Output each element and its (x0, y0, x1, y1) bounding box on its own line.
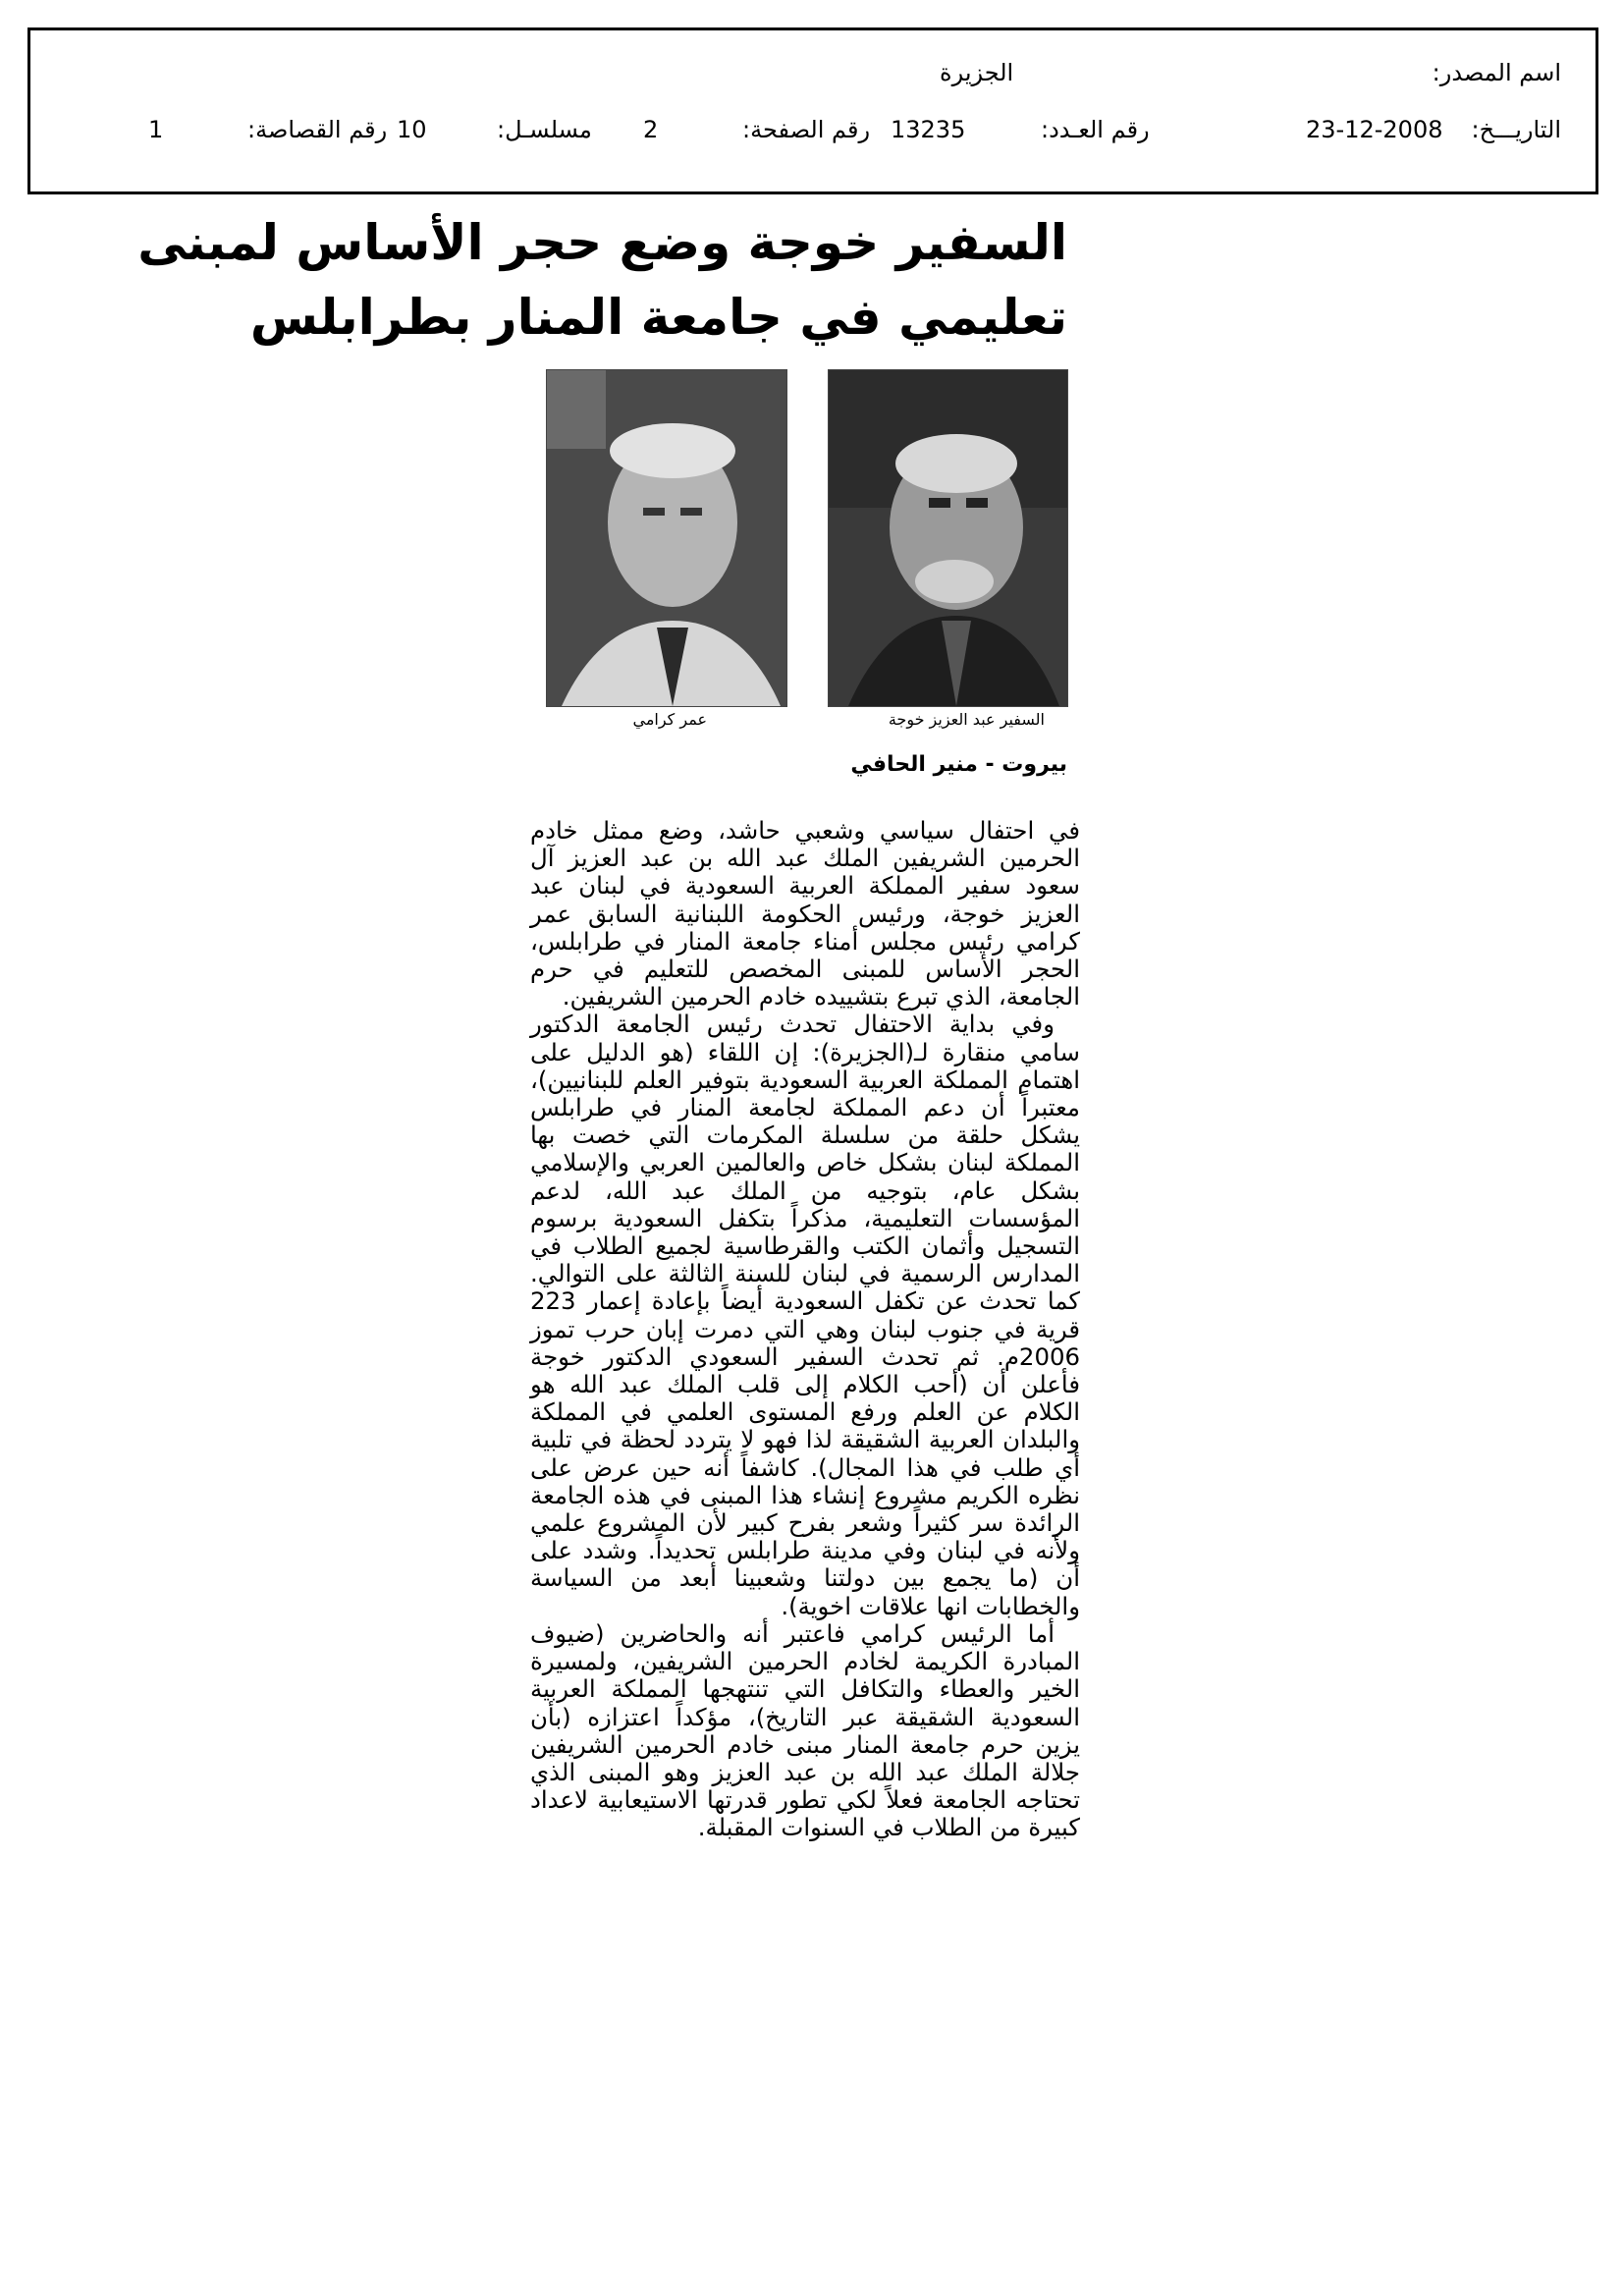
headline-line-1: السفير خوجة وضع حجر الأساس لمبنى (137, 214, 1067, 271)
header-box (27, 27, 1598, 194)
ambassador-photo (828, 369, 1068, 707)
article-body (530, 817, 1080, 1842)
serial-value: 10 (397, 116, 427, 143)
ambassador-caption: السفير عبد العزيز خوجة (888, 710, 1045, 729)
article-paragraph-3: أما الرئيس كرامي فاعتبر أنه والحاضرين (ضيوف المبادرة الكريمة لخادم الحرمين الشريفين، ولمسيرة الخير والعطاء والتكافل التي تنتهجها المملكة العربية السعودية الشقيقة عبر التاريخ)، مؤكداً اعتزازه (بأن يزين حرم جامعة المنار مبنى خادم الحرمين الشريفين جلالة الملك عبد الله بن عبد العزيز وهو المبنى الذي تحتاجه الجامعة فعلاً لكي تطور قدرتها الاستيعابية لاعداد كبيرة من الطلاب في السنوات المقبلة. (530, 1618, 1080, 1842)
issue-label: رقم العـدد: (1041, 116, 1150, 143)
article-paragraph-2: وفي بداية الاحتفال تحدث رئيس الجامعة الدكتور سامي منقارة لـ(الجزيرة): إن اللقاء (هو الدليل على اهتمام المملكة العربية السعودية بتوفير العلم للبنانيين)، معتبراً أن دعم المملكة لجامعة المنار في طرابلس يشكل حلقة من سلسلة المكرمات التي خصت بها المملكة لبنان بشكل خاص والعالمين العربي والإسلامي بشكل عام، بتوجيه من الملك عبد الله، لدعم المؤسسات التعليمية، مذكراً بتكفل السعودية برسوم التسجيل وأثمان الكتب والقرطاسية لجميع الطلاب في المدارس الرسمية في لبنان للسنة الثالثة على التوالي. كما تحدث عن تكفل السعودية أيضاً بإعادة إعمار 223 قرية في جنوب لبنان وهي التي دمرت إبان حرب تموز 2006م. ثم تحدث السفير السعودي الدكتور خوجة فأعلن أن (أحب الكلام إلى قلب الملك عبد الله هو الكلام عن العلم ورفع المستوى العلمي في المملكة والبلدان العربية الشقيقة لذا فهو لا يتردد لحظة في تلبية أي طلب في هذا المجال). كاشفاً أنه حين عرض على نظره الكريم مشروع إنشاء هذا المبنى في هذه الجامعة الرائدة سر كثيراً وشعر بفرح كبير لأن المشروع علمي ولأنه في لبنان وفي مدينة طرابلس تحديداً. وشدد على أن (ما يجمع بين دولتنا وشعبينا أبعد من السياسة والخطابات انها علاقات اخوية). (530, 1010, 1080, 1620)
date-label: التاريـــخ: (1471, 116, 1561, 143)
article-paragraph-1: في احتفال سياسي وشعبي حاشد، وضع ممثل خادم الحرمين الشريفين الملك عبد الله بن عبد العزيز آل سعود سفير المملكة العربية السعودية في لبنان عبد العزيز خوجة، ورئيس الحكومة اللبنانية السابق عمر كرامي رئيس مجلس أمناء جامعة المنار في طرابلس، الحجر الأساس للمبنى المخصص للتعليم في حرم الجامعة، الذي تبرع بتشييده خادم الحرمين الشريفين. (530, 816, 1080, 1011)
karami-caption: عمر كرامي (632, 710, 707, 729)
byline: بيروت - منير الحافي (850, 752, 1067, 777)
source-label: اسم المصدر: (1432, 59, 1561, 86)
clip-label: رقم القصاصة: (247, 116, 388, 143)
page-value: 2 (643, 116, 659, 143)
date-value: 23-12-2008 (1306, 116, 1443, 143)
serial-label: مسلسـل: (497, 116, 592, 143)
karami-portrait-image (547, 370, 786, 706)
issue-value: 13235 (891, 116, 966, 143)
ambassador-portrait-image (829, 370, 1067, 706)
source-value: الجزيرة (940, 59, 1014, 86)
page-label: رقم الصفحة: (742, 116, 871, 143)
headline-line-2: تعليمي في جامعة المنار بطرابلس (249, 289, 1067, 346)
karami-photo (546, 369, 787, 707)
clip-value: 1 (148, 116, 164, 143)
